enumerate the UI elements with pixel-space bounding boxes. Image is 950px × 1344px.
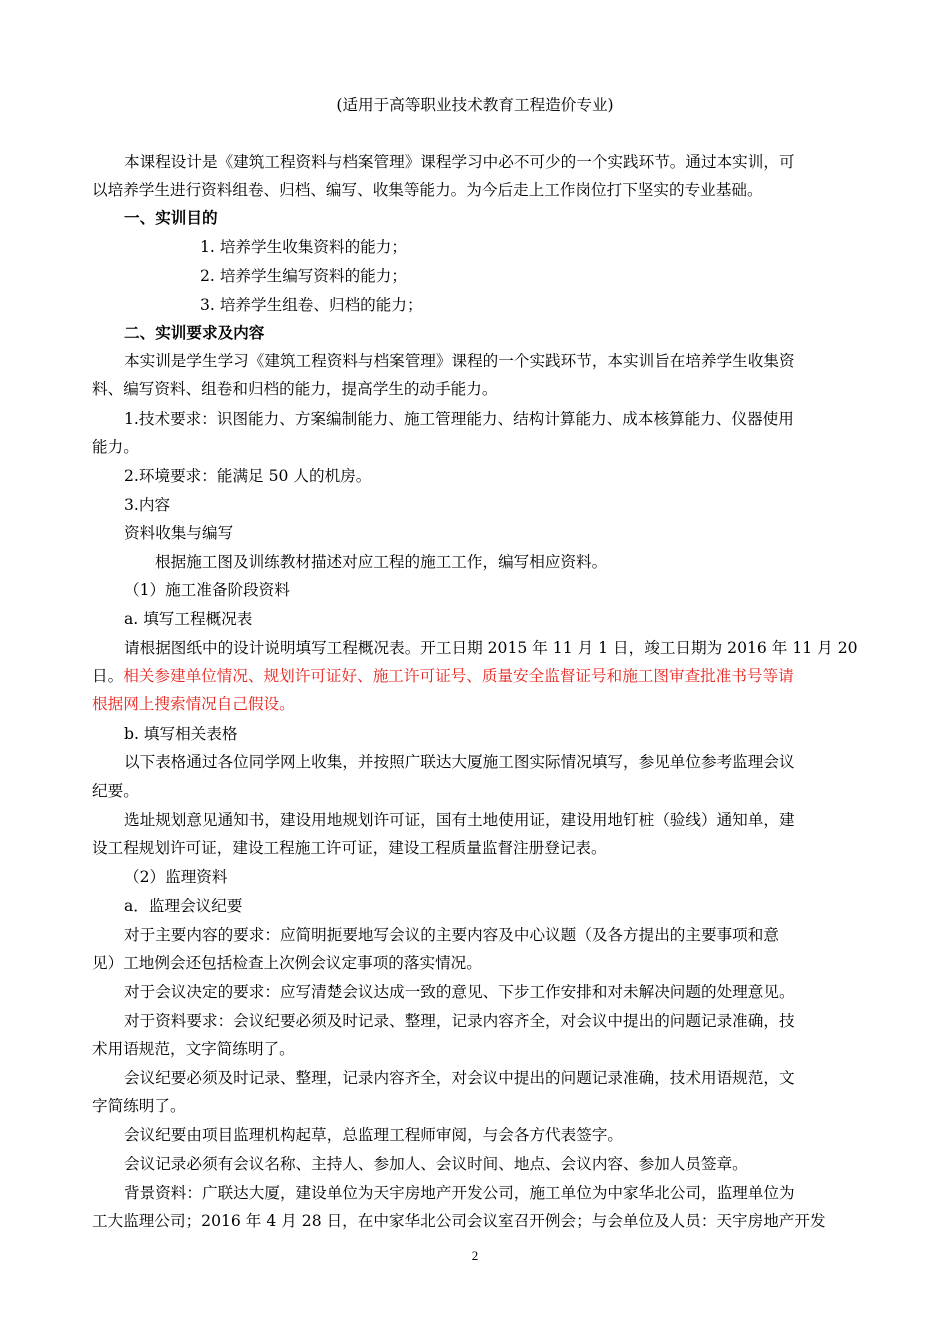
document-subtitle: (适用于高等职业技术教育工程造价专业) <box>336 96 614 114</box>
record-requirement: 会议记录必须有会议名称、主持人、参加人、会议时间、地点、会议内容、参加人员签章。 <box>124 1155 748 1173</box>
content-heading: 3.内容 <box>124 496 171 514</box>
section-heading-requirements: 二、实训要求及内容 <box>124 323 265 342</box>
item-heading-overview-form: a. 填写工程概况表 <box>124 610 253 628</box>
main-content-requirement-line: 见）工地例会还包括检查上次例会议定事项的落实情况。 <box>92 954 482 972</box>
related-forms-paragraph-line: 以下表格通过各位同学网上收集，并按照广联达大厦施工图实际情况填写，参见单位参考监理会议 <box>124 753 795 771</box>
intro-paragraph-line: 本课程设计是《建筑工程资料与档案管理》课程学习中必不可少的一个实践环节。通过本实训，可 <box>124 153 795 171</box>
intro-paragraph-line: 以培养学生进行资料组卷、归档、编写、收集等能力。为今后走上工作岗位打下坚实的专业基础。 <box>92 181 763 199</box>
objective-item: 2. 培养学生编写资料的能力； <box>200 267 407 285</box>
objective-item: 1. 培养学生收集资料的能力； <box>200 238 407 256</box>
overview-instruction-line <box>92 666 862 686</box>
decision-requirement: 对于会议决定的要求：应写清楚会议达成一致的意见、下步工作安排和对未解决问题的处理意见。 <box>124 983 795 1001</box>
technical-requirements-line: 能力。 <box>92 438 139 456</box>
forms-list-line: 设工程规划许可证，建设工程施工许可证，建设工程质量监督注册登记表。 <box>92 839 607 857</box>
main-content-requirement-line: 对于主要内容的要求：应简明扼要地写会议的主要内容及中心议题（及各方提出的主要事项和意 <box>124 926 779 944</box>
environment-requirements: 2.环境要求：能满足 50 人的机房。 <box>124 467 372 485</box>
timely-record-line: 字简练明了。 <box>92 1097 186 1115</box>
technical-requirements-line: 1.技术要求：识图能力、方案编制能力、施工管理能力、结构计算能力、成本核算能力、仪器使用 <box>124 410 794 428</box>
overview-instruction-line: 请根据图纸中的设计说明填写工程概况表。开工日期 2015 年 11 月 1 日，竣工日期为 2016 年 11 月 20 <box>124 639 858 657</box>
data-requirement-line: 对于资料要求：会议纪要必须及时记录、整理，记录内容齐全，对会议中提出的问题记录准确，技 <box>124 1012 795 1030</box>
related-forms-paragraph-line: 纪要。 <box>92 782 139 800</box>
red-note-text: 相关参建单位情况、规划许可证好、施工许可证号、质量安全监督证号和施工图审查批准书号等请 <box>123 667 794 685</box>
timely-record-line: 会议纪要必须及时记录、整理，记录内容齐全，对会议中提出的问题记录准确，技术用语规范，文 <box>124 1069 795 1087</box>
collection-description: 根据施工图及训练教材描述对应工程的施工工作，编写相应资料。 <box>155 553 608 571</box>
forms-list-line: 选址规划意见通知书，建设用地规划许可证，国有土地使用证，建设用地钉桩（验线）通知单，建 <box>124 811 795 829</box>
item-heading-meeting-minutes: a．监理会议纪要 <box>124 897 243 915</box>
requirements-paragraph-line: 本实训是学生学习《建筑工程资料与档案管理》课程的一个实践环节，本实训旨在培养学生收集资 <box>124 352 795 370</box>
stage-heading-supervision: （2）监理资料 <box>124 868 228 886</box>
data-requirement-line: 术用语规范，文字简练明了。 <box>92 1040 295 1058</box>
drafting-note: 会议纪要由项目监理机构起草，总监理工程师审阅，与会各方代表签字。 <box>124 1126 624 1144</box>
objective-item: 3. 培养学生组卷、归档的能力； <box>200 296 423 314</box>
red-note-line: 根据网上搜索情况自己假设。 <box>92 695 295 713</box>
overview-instruction-text: 日。 <box>92 667 124 685</box>
requirements-paragraph-line: 料、编写资料、组卷和归档的能力，提高学生的动手能力。 <box>92 380 498 398</box>
stage-heading-preparation: （1）施工准备阶段资料 <box>124 581 290 599</box>
page-number: 2 <box>471 1248 479 1263</box>
background-info-line: 工大监理公司；2016 年 4 月 28 日，在中家华北公司会议室召开例会；与会单位及人员：天宇房地产开发 <box>92 1212 826 1230</box>
item-heading-related-forms: b. 填写相关表格 <box>124 725 238 743</box>
background-info-line: 背景资料：广联达大厦，建设单位为天宇房地产开发公司，施工单位为中家华北公司，监理单位为 <box>124 1184 795 1202</box>
section-heading-objectives: 一、实训目的 <box>124 208 218 227</box>
collection-heading: 资料收集与编写 <box>124 524 234 542</box>
